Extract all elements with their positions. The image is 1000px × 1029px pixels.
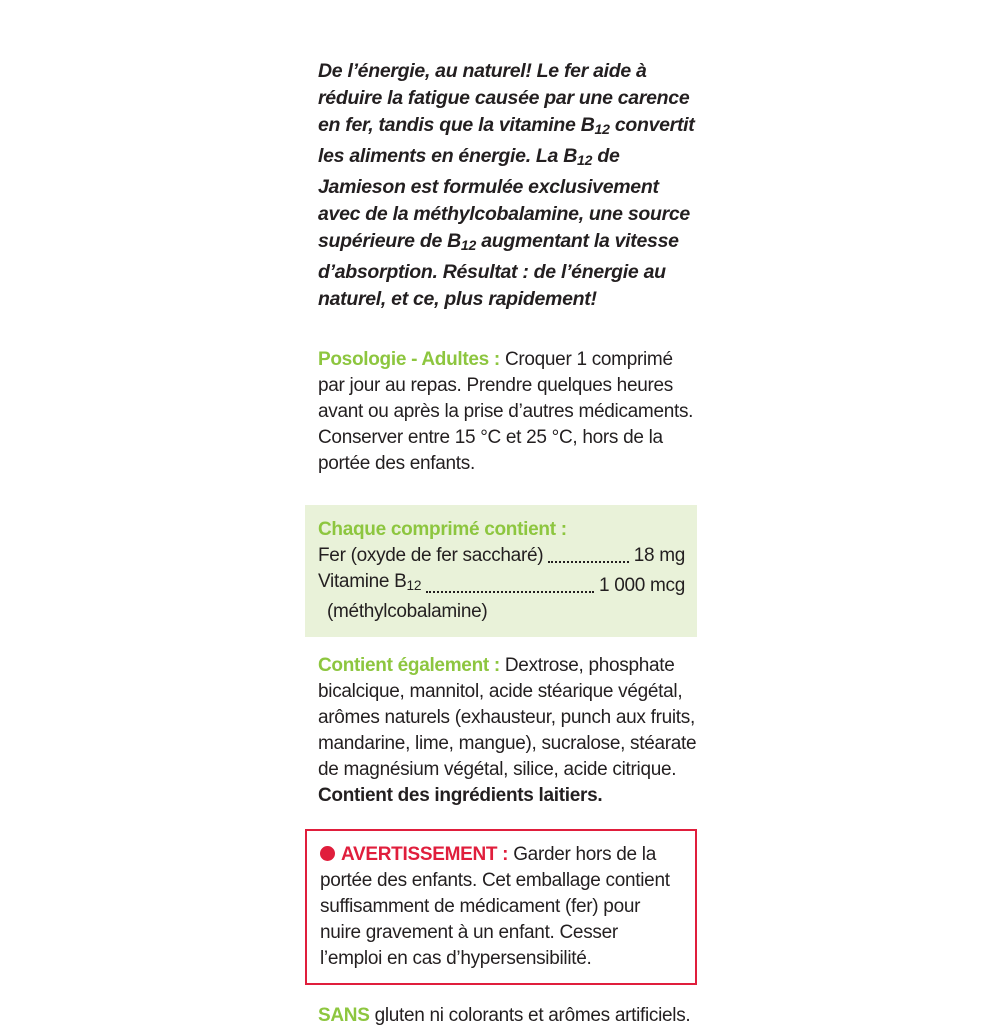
ingredient-amount: 18 mg (633, 545, 685, 567)
intro-text: De l’énergie, au naturel! Le fer aide à réduire la fatigue causée par une carence en fer, tandis que la vitamine B12 convertit les aliments en énergie. La B12 de Jamieson est formulée exclusivement avec de la méthylcobalamine, une source supérieure de B12 augmentant la vitesse d’absorption. Résultat : de l’énergie au naturel, et ce, plus rapidement! (318, 60, 695, 311)
claims-text: SANS gluten ni colorants et arômes artificiels. (318, 1005, 691, 1027)
ingredient-name: Fer (oxyde de fer saccharé) (318, 545, 544, 567)
warning-text: AVERTISSEMENT : Garder hors de la portée des enfants. Cet emballage contient suffisamment de médicament (fer) pour nuire gravement à un enfant. Cesser l’emploi en cas d’hypersensibilité. (320, 844, 670, 970)
dotted-leader (548, 561, 628, 563)
also-contains-text: Contient également : Dextrose, phosphate bicalcique, mannitol, acide stéarique végétal, arômes naturels (exhausteur, punch aux fruits, mandarine, lime, mangue), sucralose, stéarate de magnésium végétal, silice, acide citrique. Contient des ingrédients laitiers. (318, 655, 697, 807)
table-row (318, 569, 685, 599)
also-contains-paragraph (318, 653, 697, 809)
supplement-facts-heading: Chaque comprimé contient : (318, 519, 567, 541)
ingredient-name: Vitamine B12 (318, 571, 422, 594)
label-text-column (305, 58, 697, 1029)
warning-box (305, 829, 697, 985)
dosage-paragraph (318, 347, 697, 477)
table-row (318, 543, 685, 569)
claims-line (318, 1003, 697, 1029)
ingredient-amount: 1 000 mcg (598, 575, 685, 597)
dotted-leader (426, 591, 594, 593)
ingredient-source-note: (méthylcobalamine) (327, 601, 488, 623)
dosage-text: Posologie - Adultes : Croquer 1 comprimé par jour au repas. Prendre quelques heures avant ou après la prise d’autres médicaments. Conserver entre 15 °C et 25 °C, hors de la portée des enfants. (318, 349, 694, 475)
warning-bullet-icon (320, 846, 335, 861)
intro-paragraph (318, 58, 697, 313)
supplement-facts-panel (305, 505, 697, 637)
